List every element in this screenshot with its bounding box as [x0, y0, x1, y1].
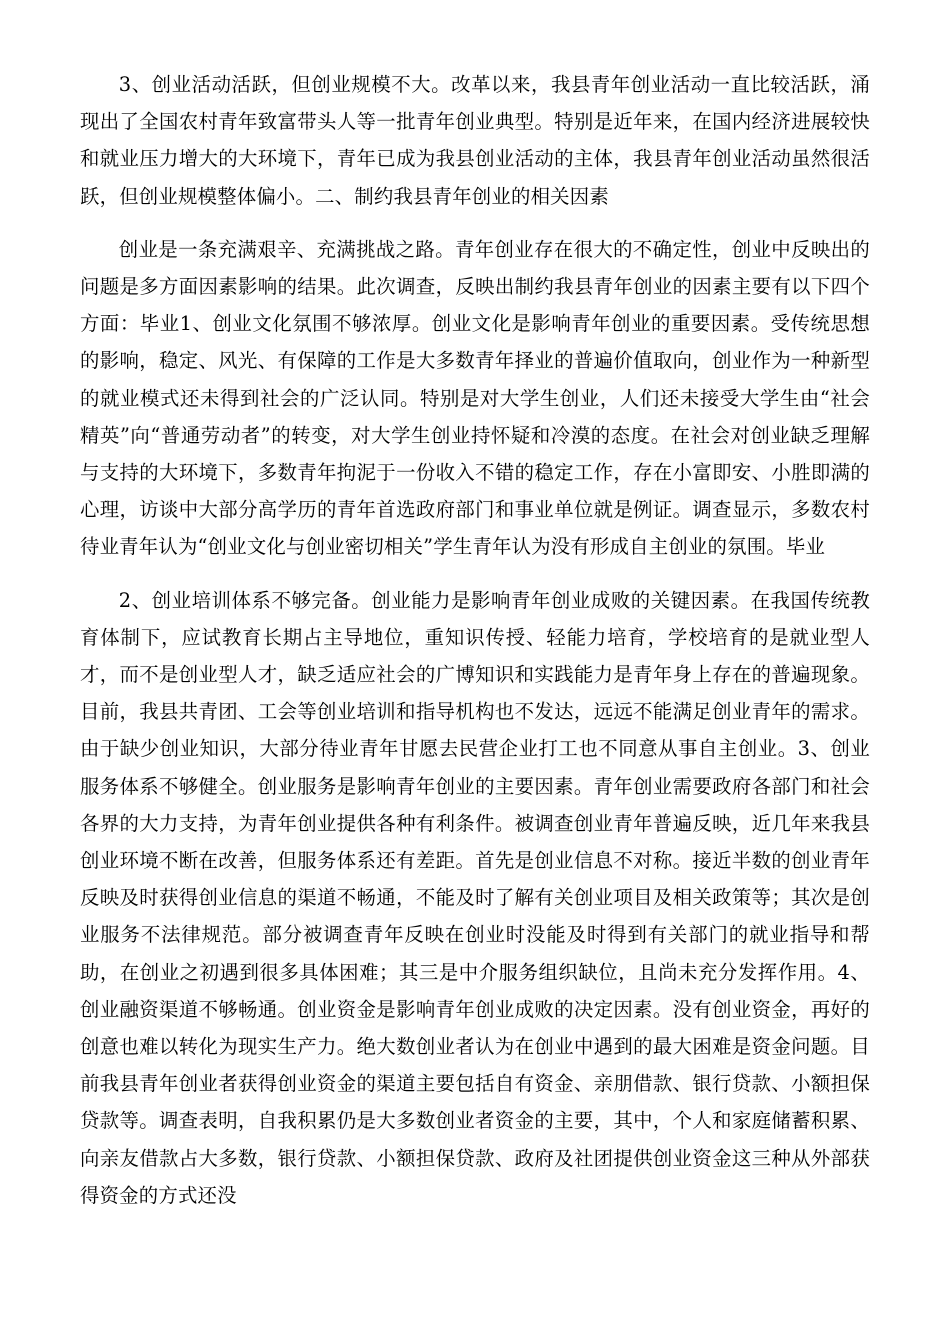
paragraph-training-service-financing: 2、创业培训体系不够完备。创业能力是影响青年创业成败的关键因素。在我国传统教育体制下，应试教育长期占主导地位，重知识传授、轻能力培育，学校培育的是就业型人才，而不是创业型人才，缺乏适应社会的广博知识和实践能力是青年身上存在的普遍现象。目前，我县共青团、工会等创业培训和指导机构也不发达，远远不能满足创业青年的需求。由于缺少创业知识，大部分待业青年甘愿去民营企业打工也不同意从事自主创业。3、创业服务体系不够健全。创业服务是影响青年创业的主要因素。青年创业需要政府各部门和社会各界的大力支持，为青年创业提供各种有利条件。被调查创业青年普遍反映，近几年来我县创业环境不断在改善，但服务体系还有差距。首先是创业信息不对称。接近半数的创业青年反映及时获得创业信息的渠道不畅通，不能及时了解有关创业项目及相关政策等；其次是创业服务不法律规范。部分被调查青年反映在创业时没能及时得到有关部门的就业指导和帮助，在创业之初遇到很多具体困难；其三是中介服务组织缺位，且尚未充分发挥作用。4、创业融资渠道不够畅通。创业资金是影响青年创业成败的决定因素。没有创业资金，再好的创意也难以转化为现实生产力。绝大数创业者认为在创业中遇到的最大困难是资金问题。目前我县青年创业者获得创业资金的渠道主要包括自有资金、亲朋借款、银行贷款、小额担保贷款等。调查表明，自我积累仍是大多数创业者资金的主要，其中，个人和家庭储蓄积累、向亲友借款占大多数，银行贷款、小额担保贷款、政府及社团提供创业资金这三种从外部获得资金的方式还没 [80, 588, 870, 1207]
paragraph-entrepreneurship-activity: 3、创业活动活跃，但创业规模不大。改革以来，我县青年创业活动一直比较活跃，涌现出了全国农村青年致富带头人等一批青年创业典型。特别是近年来，在国内经济进展较快和就业压力增大的大环境下，青年已成为我县创业活动的主体，我县青年创业活动虽然很活跃，但创业规模整体偏小。二、制约我县青年创业的相关因素 [80, 73, 870, 208]
paragraph-entrepreneurship-culture: 创业是一条充满艰辛、充满挑战之路。青年创业存在很大的不确定性，创业中反映出的问题是多方面因素影响的结果。此次调查，反映出制约我县青年创业的因素主要有以下四个方面：毕业1、创业文化氛围不够浓厚。创业文化是影响青年创业的重要因素。受传统思想的影响，稳定、风光、有保障的工作是大多数青年择业的普遍价值取向，创业作为一种新型的就业模式还未得到社会的广泛认同。特别是对大学生创业，人们还未接受大学生由“社会精英”向“普通劳动者”的转变，对大学生创业持怀疑和冷漠的态度。在社会对创业缺乏理解与支持的大环境下，多数青年拘泥于一份收入不错的稳定工作，存在小富即安、小胜即满的心理，访谈中大部分高学历的青年首选政府部门和事业单位就是例证。调查显示，多数农村待业青年认为“创业文化与创业密切相关”学生青年认为没有形成自主创业的氛围。毕业 [80, 237, 870, 559]
